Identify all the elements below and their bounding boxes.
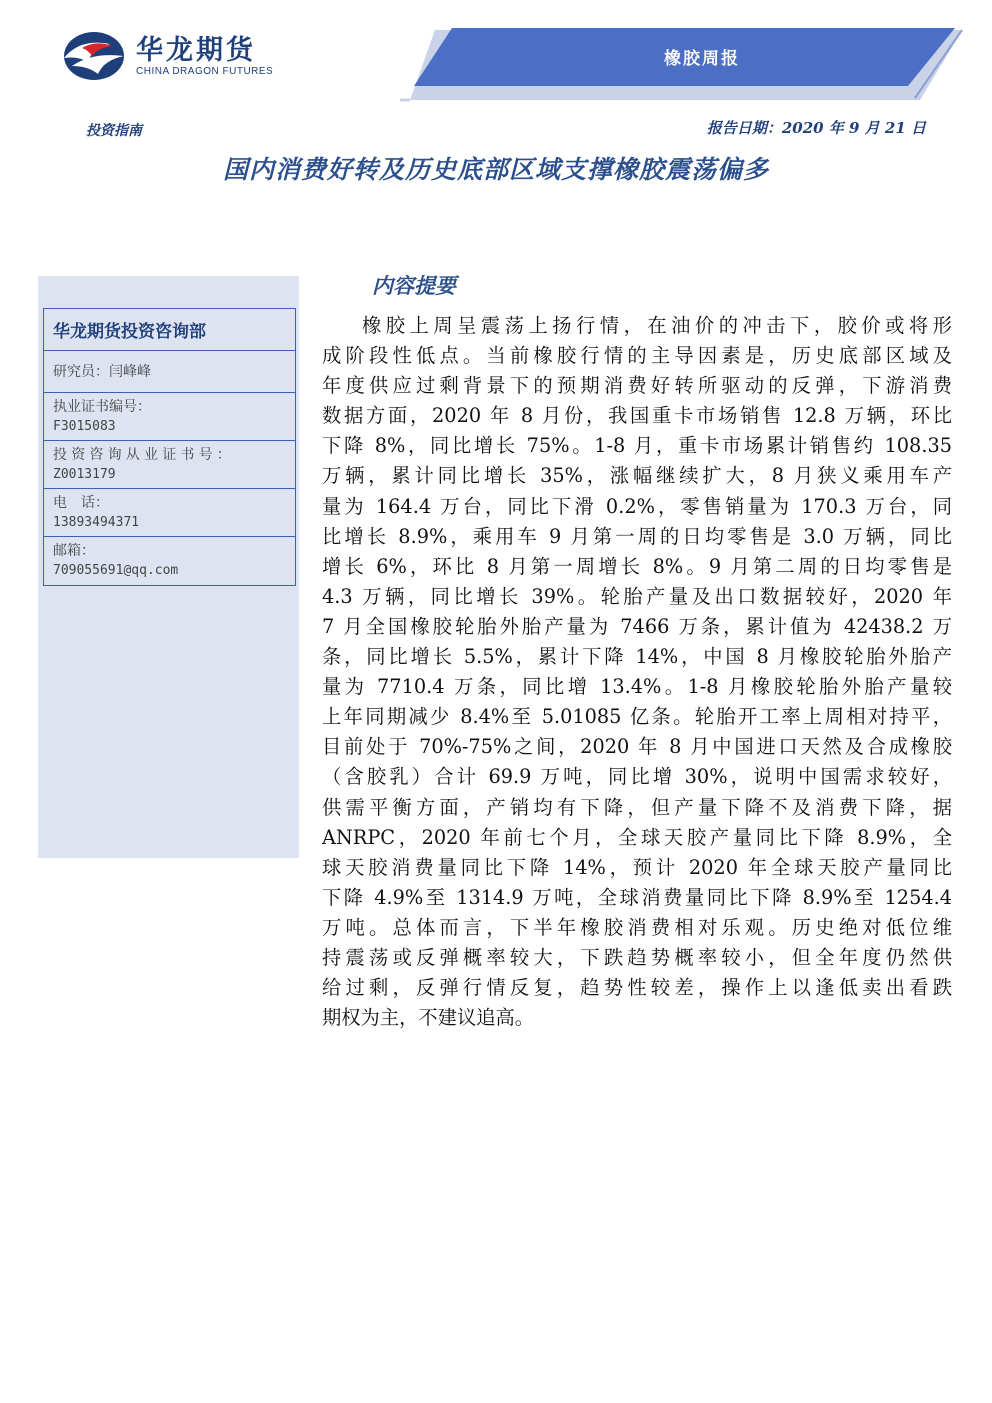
sidebar-panel: [38, 276, 299, 858]
report-type-label: 橡胶周报: [664, 49, 740, 69]
summary-line: 给过剩，反弹行情反复，趋势性较差，操作上以逢低卖出看跌: [322, 976, 952, 1000]
analyst-info-table: [43, 308, 296, 586]
summary-line: 4.3 万辆，同比增长 39%。轮胎产量及出口数据较好，2020 年: [322, 584, 952, 608]
summary-line: 期权为主，不建议追高。: [322, 1006, 535, 1030]
summary-line: 橡胶上周呈震荡上扬行情，在油价的冲击下，胶价或将形: [362, 314, 952, 337]
qualification-label: 投资咨询从业证书号：: [53, 447, 235, 463]
summary-line: 数据方面，2020 年 8 月份，我国重卡市场销售 12.8 万辆，环比: [322, 404, 952, 428]
summary-line: 量为 7710.4 万条，同比增 13.4%。1-8 月橡胶轮胎外胎产量较: [322, 675, 952, 699]
summary-line: 球天胶消费量同比下降 14%，预计 2020 年全球天胶产量同比: [322, 855, 952, 879]
report-date: 报告日期：2020 年 9 月 21 日: [706, 119, 926, 137]
email-label: 邮箱：: [53, 543, 95, 559]
summary-heading: 内容提要: [372, 273, 456, 298]
cert-value: F3015083: [53, 419, 116, 434]
department-row: [44, 309, 295, 351]
summary-line: 万吨。总体而言，下半年橡胶消费相对乐观。历史绝对低位维: [322, 915, 952, 939]
summary-line: 条，同比增长 5.5%，累计下降 14%，中国 8 月橡胶轮胎外胎产: [322, 645, 952, 669]
company-name-en: CHINA DRAGON FUTURES: [136, 66, 274, 77]
cert-label: 执业证书编号：: [53, 399, 151, 415]
category-label: 投资指南: [86, 123, 142, 139]
summary-line: 持震荡或反弹概率较大，下跌趋势概率较小，但全年度仍然供: [322, 945, 952, 969]
email-row: [44, 537, 295, 585]
researcher-row: [44, 351, 295, 393]
department-name: 华龙期货投资咨询部: [53, 322, 206, 342]
summary-line: 上年同期减少 8.4%至 5.01085 亿条。轮胎开工率上周相对持平，: [322, 705, 952, 729]
phone-row: [44, 489, 295, 537]
summary-line: 年度供应过剩背景下的预期消费好转所驱动的反弹，下游消费: [322, 374, 952, 398]
company-name-cn: 华龙期货: [136, 35, 256, 66]
summary-line: 下降 4.9%至 1314.9 万吨，全球消费量同比下降 8.9%至 1254.4: [322, 885, 952, 909]
researcher-name: 研究员：闫峰峰: [53, 363, 151, 380]
summary-line: 增长 6%，环比 8 月第一周增长 8%。9 月第二周的日均零售是: [322, 554, 952, 578]
summary-line: ANRPC，2020 年前七个月，全球天胶产量同比下降 8.9%，全: [322, 825, 952, 849]
dragon-logo-icon: [58, 22, 130, 86]
qualification-row: [44, 441, 295, 489]
summary-body: [322, 311, 952, 1033]
phone-label: 电 话：: [53, 495, 109, 511]
summary-line: 下降 8%，同比增长 75%。1-8 月，重卡市场累计销售约 108.35: [322, 434, 952, 458]
qualification-value: Z0013179: [53, 467, 116, 482]
summary-line: 成阶段性低点。当前橡胶行情的主导因素是，历史底部区域及: [322, 344, 952, 368]
summary-line: 目前处于 70%-75%之间，2020 年 8 月中国进口天然及合成橡胶: [322, 735, 952, 759]
summary-line: 7 月全国橡胶轮胎外胎产量为 7466 万条，累计值为 42438.2 万: [322, 614, 952, 638]
email-value: 709055691@qq.com: [53, 563, 179, 578]
phone-value: 13893494371: [53, 515, 140, 530]
company-logo: [58, 22, 298, 86]
cert-row: [44, 393, 295, 441]
summary-line: 万辆，累计同比增长 35%，涨幅继续扩大，8 月狭义乘用车产: [322, 464, 952, 488]
summary-line: 供需平衡方面，产销均有下降，但产量下降不及消费下降，据: [322, 795, 952, 819]
summary-line: （含胶乳）合计 69.9 万吨，同比增 30%，说明中国需求较好，: [322, 765, 952, 789]
summary-line: 比增长 8.9%，乘用车 9 月第一周的日均零售是 3.0 万辆，同比: [322, 524, 952, 548]
summary-line: 量为 164.4 万台，同比下滑 0.2%，零售销量为 170.3 万台，同: [322, 494, 952, 518]
page-title: 国内消费好转及历史底部区域支撑橡胶震荡偏多: [222, 155, 769, 184]
